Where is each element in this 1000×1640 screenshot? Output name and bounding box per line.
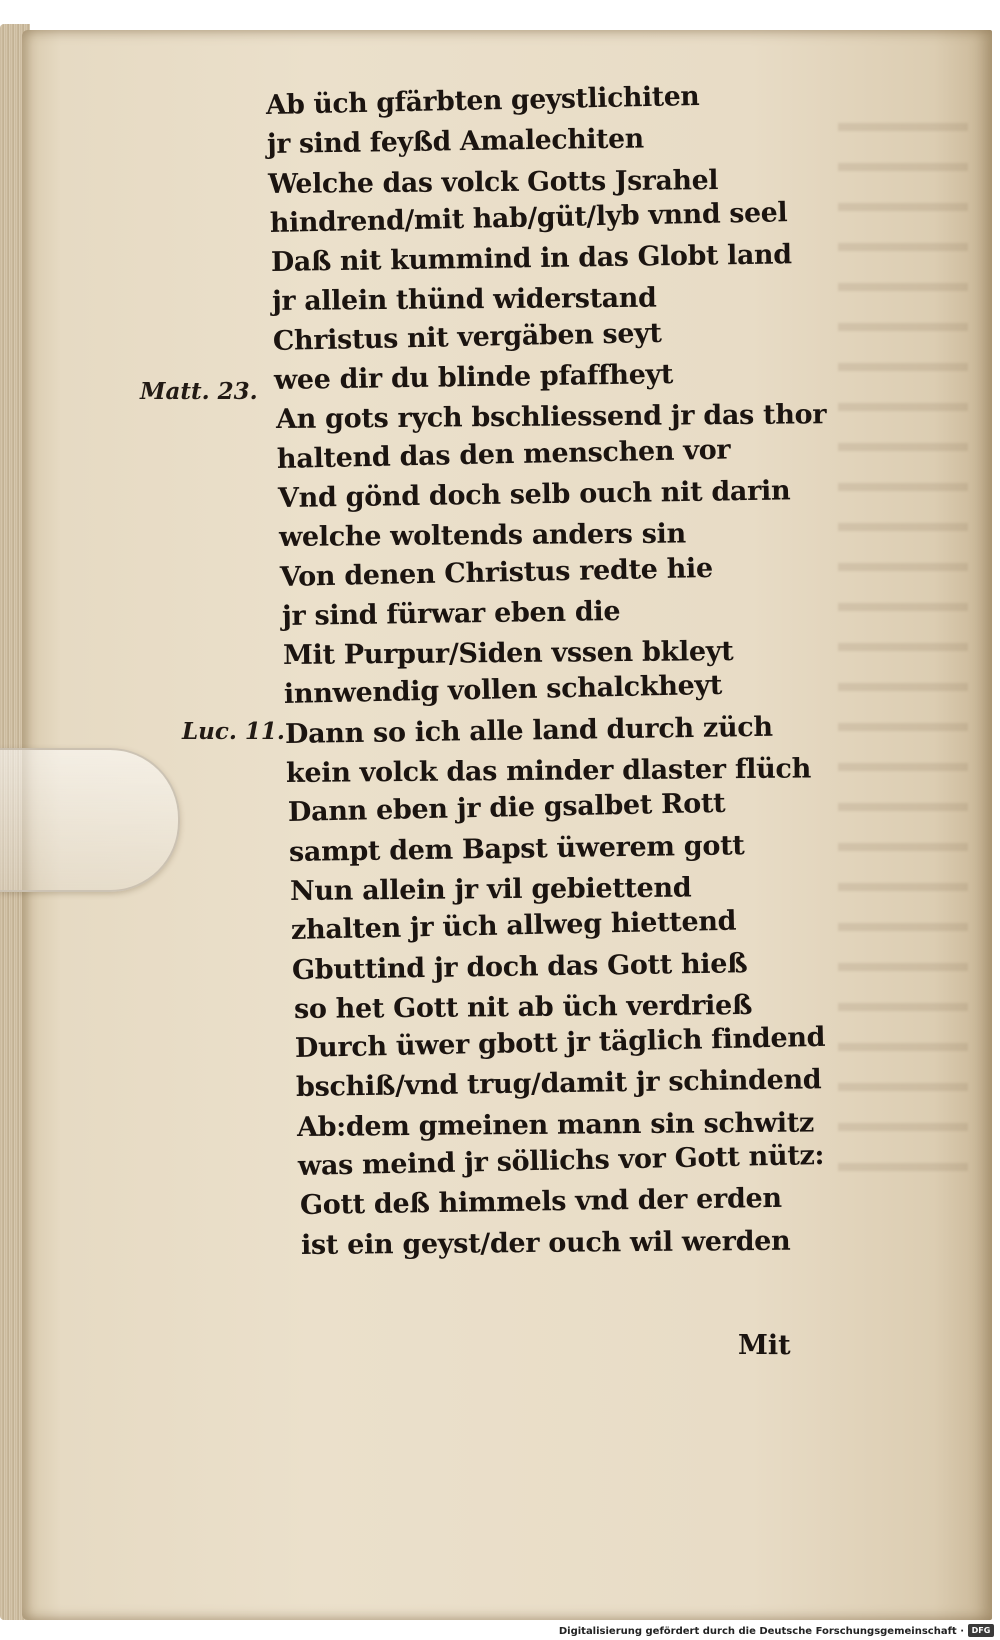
verse-line: Mit Purpur/Siden vssen bkleyt [282,636,734,672]
verse-line: Dann eben jr die gsalbet Rott [287,788,726,829]
verse-line: Nun allein jr vil gebiettend [289,872,692,907]
verse-line: Vnd gönd doch selb ouch nit darin [277,475,791,514]
verse-line: was meind jr söllichs vor Gott nütz: [298,1139,825,1183]
verse-line: zhalten jr üch allweg hiettend [290,905,737,947]
verse-line: Von denen Christus redte hie [280,552,714,593]
verse-line: innwendig vollen schalckheyt [283,670,723,711]
verse-line: kein volck das minder dlaster flüch [286,753,812,790]
page-clip [0,748,180,892]
verse-line: sampt dem Bapst üwerem gott [288,829,745,868]
verse-line: welche woltends anders sin [279,518,687,554]
verse-line: Welche das volck Gotts Jsrahel [268,164,719,200]
verse-line: Ab üch gfärbten geystlichiten [265,80,700,121]
catchword: Mit [738,1330,791,1361]
verse-line: jr sind feyßd Amalechiten [266,123,645,161]
footer-bar [0,1620,1000,1640]
verse-line: hindrend/mit hab/güt/lyb vnnd seel [269,197,788,239]
verse-line: An gots rych bschliessend jr das thor [275,399,826,436]
dfg-logo: DFG [968,1624,994,1637]
verse-line: haltend das den menschen vor [276,434,731,475]
margin-note-luc: Luc. 11. [182,718,285,745]
verse-line: so het Gott nit ab üch verdrieß [293,989,752,1025]
verse-line: jr sind fürwar eben die [281,595,621,632]
margin-note-matt: Matt. 23. [140,378,258,405]
verse-line: Daß nit kummind in das Globt land [270,239,792,279]
verse-line: jr allein thünd widerstand [271,283,657,318]
verse-line: Gbuttind jr doch das Gott hieß [292,947,748,986]
verse-line: Gott deß himmels vnd der erden [299,1183,782,1222]
verse-line: bschiß/vnd trug/damit jr schindend [295,1064,822,1104]
verse-line: Dann so ich alle land durch züch [284,711,774,750]
verse-line: ist ein geyst/der ouch wil werden [300,1225,791,1261]
verse-text-block [265,80,866,1265]
verse-line: wee dir du blinde pfaffheyt [274,359,674,397]
verse-line: Christus nit vergäben seyt [272,317,663,357]
funding-note: Digitalisierung gefördert durch die Deutsche Forschungsgemeinschaft · [558,1626,964,1637]
verse-line: Ab:dem gmeinen mann sin schwitz [297,1107,815,1143]
verse-line: Durch üwer gbott jr täglich findend [294,1022,826,1065]
